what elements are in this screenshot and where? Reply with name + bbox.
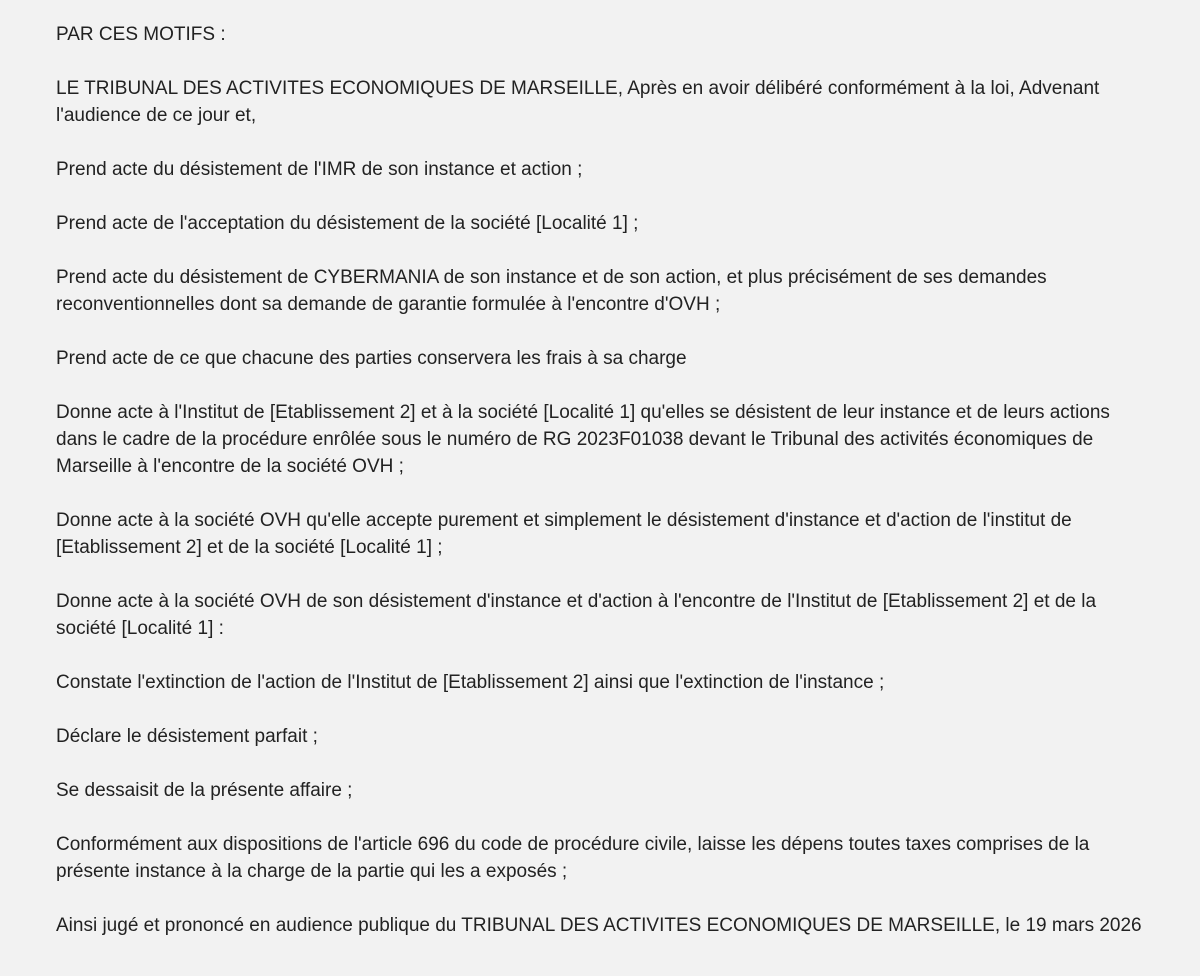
paragraph-donne-acte-ovh-acceptation: Donne acte à la société OVH qu'elle accepte purement et simplement le désistement d'instance et d'action de l'institut de [Etablissement 2] et de la société [Localité 1] ;	[56, 510, 1072, 558]
paragraph-tribunal-intro: LE TRIBUNAL DES ACTIVITES ECONOMIQUES DE MARSEILLE, Après en avoir délibéré conformément à la loi, Advenant l'audience de ce jour et,	[56, 78, 1100, 126]
paragraph-constate-extinction: Constate l'extinction de l'action de l'Institut de [Etablissement 2] ainsi que l'extinction de l'instance ;	[56, 672, 885, 693]
paragraph-desistement-imr: Prend acte du désistement de l'IMR de son instance et action ;	[56, 159, 583, 180]
judgment-text	[56, 21, 1152, 939]
paragraph-frais: Prend acte de ce que chacune des parties conservera les frais à sa charge	[56, 348, 687, 369]
paragraph-desistement-cybermania: Prend acte du désistement de CYBERMANIA de son instance et de son action, et plus précisément de ses demandes reconventionnelles dont sa demande de garantie formulée à l'encontre d'OVH ;	[56, 267, 1047, 315]
paragraph-desistement-parfait: Déclare le désistement parfait ;	[56, 726, 318, 747]
paragraph-prononce: Ainsi jugé et prononcé en audience publique du TRIBUNAL DES ACTIVITES ECONOMIQUES DE MARSEILLE, le 19 mars 2026	[56, 915, 1142, 936]
paragraph-donne-acte-ovh-desistement: Donne acte à la société OVH de son désistement d'instance et d'action à l'encontre de l'Institut de [Etablissement 2] et de la société [Localité 1] :	[56, 591, 1097, 639]
paragraph-donne-acte-institut: Donne acte à l'Institut de [Etablissement 2] et à la société [Localité 1] qu'elles se désistent de leur instance et de leurs actions dans le cadre de la procédure enrôlée sous le numéro de RG 2023F01038 devant le Tribunal des activités économiques de Marseille à l'encontre de la société OVH ;	[56, 402, 1110, 477]
paragraph-acceptation-desistement: Prend acte de l'acceptation du désistement de la société [Localité 1] ;	[56, 213, 639, 234]
paragraph-dessaisit: Se dessaisit de la présente affaire ;	[56, 780, 353, 801]
document-heading: PAR CES MOTIFS :	[56, 24, 226, 45]
paragraph-depens: Conformément aux dispositions de l'article 696 du code de procédure civile, laisse les dépens toutes taxes comprises de la présente instance à la charge de la partie qui les a exposés ;	[56, 834, 1090, 882]
